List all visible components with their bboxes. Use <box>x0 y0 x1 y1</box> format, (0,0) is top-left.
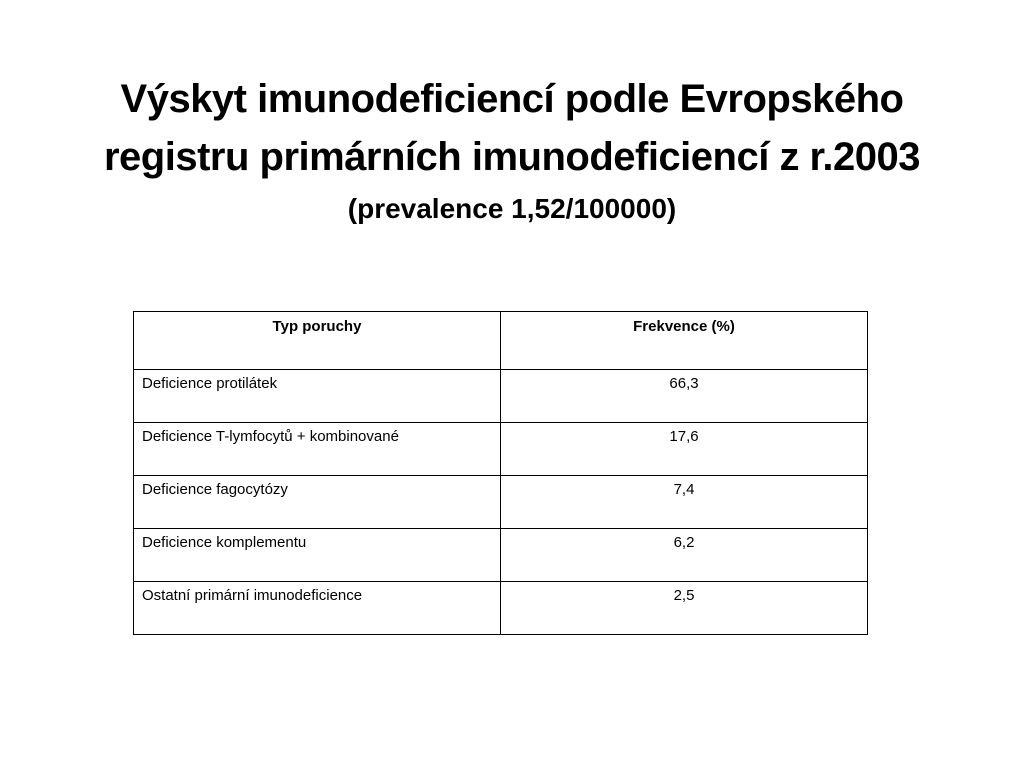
frequency-cell: 6,2 <box>501 529 868 582</box>
frequency-cell: 7,4 <box>501 476 868 529</box>
table-row <box>134 529 868 582</box>
title-line-1: Výskyt imunodeficiencí podle Evropského <box>120 77 904 121</box>
table-row <box>134 582 868 635</box>
frequency-cell: 2,5 <box>501 582 868 635</box>
frequency-table <box>133 311 868 635</box>
frequency-cell: 17,6 <box>501 423 868 476</box>
slide-title <box>40 70 984 232</box>
header-frequency: Frekvence (%) <box>501 312 868 370</box>
type-cell: Deficience komplementu <box>134 529 501 582</box>
type-cell: Deficience protilátek <box>134 370 501 423</box>
header-type: Typ poruchy <box>134 312 501 370</box>
type-cell: Deficience fagocytózy <box>134 476 501 529</box>
table-row <box>134 370 868 423</box>
table-row <box>134 476 868 529</box>
table-row <box>134 423 868 476</box>
type-cell: Deficience T-lymfocytů + kombinované <box>134 423 501 476</box>
frequency-cell: 66,3 <box>501 370 868 423</box>
frequency-table-container <box>133 311 867 635</box>
table-header-row <box>134 312 868 370</box>
type-cell: Ostatní primární imunodeficience <box>134 582 501 635</box>
title-subtitle: (prevalence 1,52/100000) <box>347 193 677 224</box>
title-line-2: registru primárních imunodeficiencí z r.2003 <box>103 135 921 179</box>
